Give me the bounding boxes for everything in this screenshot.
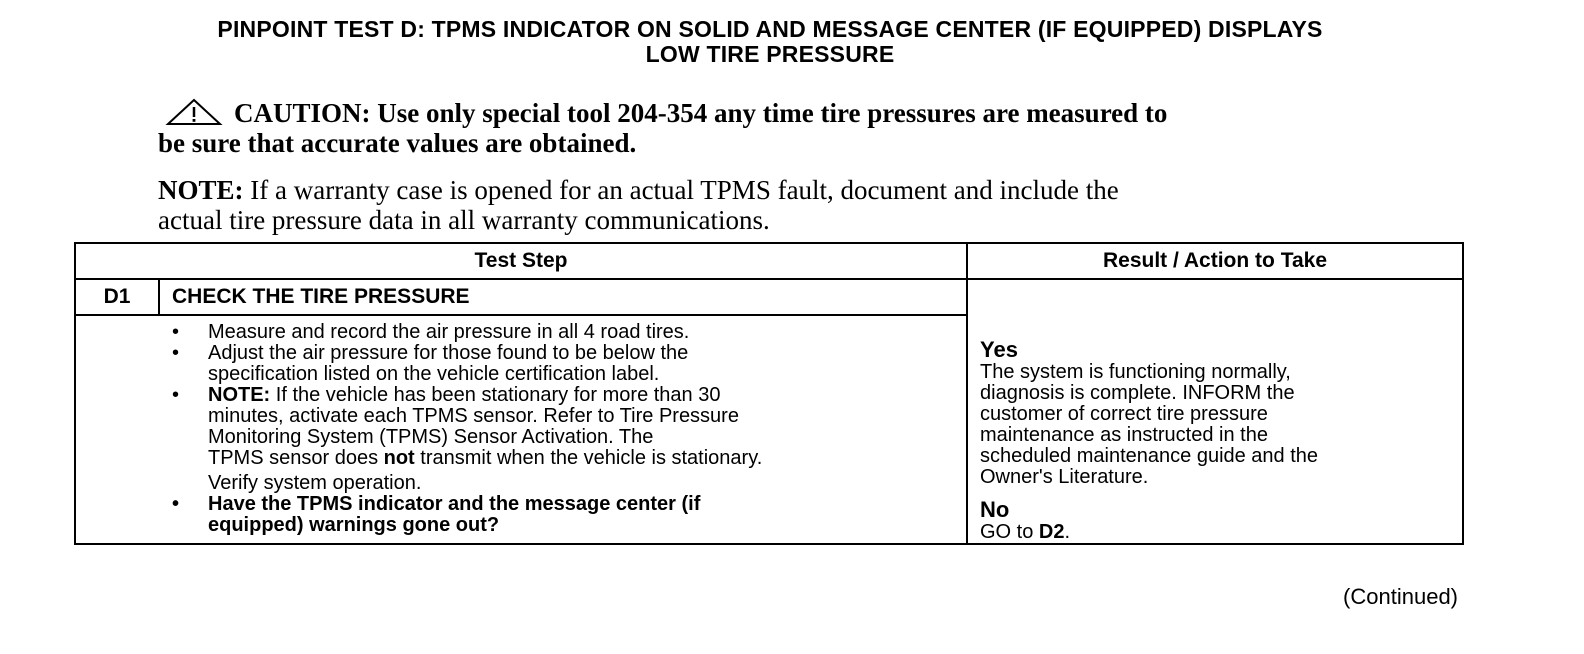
step-actions-list bbox=[76, 316, 966, 540]
result-no-target: D2 bbox=[1038, 521, 1065, 543]
caution-line-1: CAUTION: Use only special tool 204-354 any time tire pressures are measured to bbox=[234, 98, 1168, 128]
action-3-line-4b: not bbox=[383, 447, 415, 469]
action-3-line-2: minutes, activate each TPMS sensor. Refer to Tire Pressure bbox=[208, 405, 739, 427]
action-3-line-4c: transmit when the vehicle is stationary. bbox=[414, 447, 763, 469]
warning-triangle-icon bbox=[164, 98, 224, 126]
list-item bbox=[76, 385, 966, 494]
action-2-line-1: Adjust the air pressure for those found to be below the bbox=[208, 342, 689, 364]
step-actions-cell bbox=[75, 315, 967, 544]
note-line-1: If a warranty case is opened for an actual TPMS fault, document and include the bbox=[243, 175, 1119, 205]
bullet-icon: • bbox=[172, 321, 180, 343]
list-item bbox=[76, 494, 966, 536]
result-yes-line-1: The system is functioning normally, bbox=[980, 361, 1291, 383]
step-title-row bbox=[75, 279, 1463, 315]
result-yes-line-4: maintenance as instructed in the bbox=[980, 424, 1268, 446]
pinpoint-test-title bbox=[60, 17, 1480, 67]
test-step-table bbox=[74, 242, 1464, 545]
step-title: CHECK THE TIRE PRESSURE bbox=[159, 279, 967, 315]
bullet-icon: • bbox=[172, 384, 180, 406]
note-label: NOTE: bbox=[158, 175, 244, 205]
result-cell bbox=[967, 279, 1463, 544]
caution-line-2: be sure that accurate values are obtained. bbox=[158, 128, 637, 158]
header-test-step: Test Step bbox=[75, 243, 967, 279]
result-yes-line-3: customer of correct tire pressure bbox=[980, 403, 1268, 425]
caution-block bbox=[158, 98, 1358, 158]
list-item bbox=[76, 322, 966, 343]
action-3-line-1: If the vehicle has been stationary for more than 30 bbox=[270, 384, 721, 406]
result-yes-line-6: Owner's Literature. bbox=[980, 466, 1149, 488]
title-line-1: PINPOINT TEST D: TPMS INDICATOR ON SOLID AND MESSAGE CENTER (IF EQUIPPED) DISPLAYS bbox=[217, 16, 1323, 42]
action-3-line-5: Verify system operation. bbox=[208, 472, 422, 494]
action-3-line-3: Monitoring System (TPMS) Sensor Activation. The bbox=[208, 426, 654, 448]
action-3-line-4a: TPMS sensor does bbox=[208, 447, 384, 469]
action-3-note-label: NOTE: bbox=[208, 384, 271, 406]
result-no-text: GO to bbox=[980, 521, 1039, 543]
result-no-end: . bbox=[1064, 521, 1071, 543]
action-2-line-2: specification listed on the vehicle certification label. bbox=[208, 363, 660, 385]
action-4-line-2: equipped) warnings gone out? bbox=[208, 514, 500, 536]
result-yes-line-5: scheduled maintenance guide and the bbox=[980, 445, 1319, 467]
result-yes-label: Yes bbox=[980, 337, 1018, 362]
header-result-action: Result / Action to Take bbox=[967, 243, 1463, 279]
continued-label: (Continued) bbox=[1343, 584, 1458, 609]
action-4-line-1: Have the TPMS indicator and the message center (if bbox=[208, 493, 701, 515]
result-no-label: No bbox=[980, 497, 1010, 522]
table-header-row bbox=[75, 243, 1463, 279]
result-no-action bbox=[980, 522, 1462, 543]
list-item bbox=[76, 343, 966, 385]
note-block bbox=[158, 175, 1358, 235]
bullet-icon: • bbox=[172, 342, 180, 364]
title-line-2: LOW TIRE PRESSURE bbox=[645, 41, 895, 67]
bullet-icon: • bbox=[172, 493, 180, 515]
action-1-text: Measure and record the air pressure in all 4 road tires. bbox=[208, 321, 690, 343]
step-id: D1 bbox=[75, 279, 159, 315]
note-line-2: actual tire pressure data in all warranty communications. bbox=[158, 205, 770, 235]
result-yes-line-2: diagnosis is complete. INFORM the bbox=[980, 382, 1295, 404]
